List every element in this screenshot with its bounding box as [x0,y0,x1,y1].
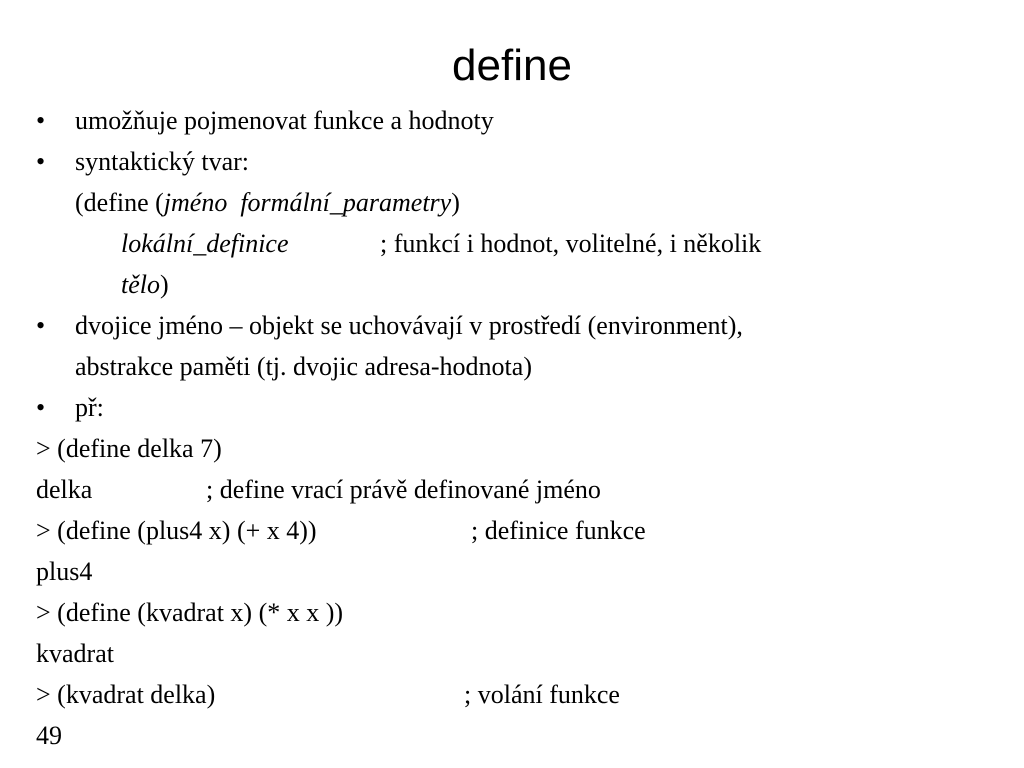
bullet-text-2: syntaktický tvar: [75,147,250,176]
syntax-local-comment: ; funkcí i hodnot, volitelné, i několik [380,229,762,258]
repl-prompt: > [36,434,51,463]
example-code: (define delka 7) [57,434,222,463]
example-output: plus4 [36,557,93,586]
example-line [36,596,343,630]
example-line [36,678,215,712]
example-comment: ; definice funkce [471,516,646,545]
syntax-params: formální_parametry [240,188,452,217]
repl-prompt: > [36,680,51,709]
example-output: kvadrat [36,639,114,668]
slide-title: define [452,41,572,90]
bullet-marker: • [36,147,46,176]
example-code: (define (plus4 x) (+ x 4)) [57,516,317,545]
syntax-body: tělo [121,270,160,299]
example-line [36,514,317,548]
bullet-text-3: dvojice jméno – objekt se uchovávají v prostředí (environment), [75,311,743,340]
repl-prompt: > [36,598,51,627]
bullet-marker: • [36,393,46,422]
example-code: (kvadrat delka) [57,680,216,709]
bullet-text-1: umožňuje pojmenovat funkce a hodnoty [75,106,494,135]
example-comment: ; volání funkce [464,680,620,709]
syntax-close-paren: ) [451,188,460,217]
syntax-open: (define ( [75,188,164,217]
example-code: (define (kvadrat x) (* x x )) [57,598,344,627]
bullet-text-3-continuation: abstrakce paměti (tj. dvojic adresa-hodnota) [75,352,532,381]
repl-prompt: > [36,516,51,545]
syntax-define-line [75,186,460,220]
example-comment: ; define vrací právě definované jméno [206,475,601,504]
bullet-text-4: př: [75,393,104,422]
example-output: delka [36,475,93,504]
bullet-marker: • [36,311,46,340]
syntax-name: jméno [163,188,228,217]
example-line [36,432,222,466]
example-output: 49 [36,721,62,750]
syntax-local-defs: lokální_definice [121,229,289,258]
syntax-body-line [121,268,169,302]
syntax-body-close: ) [160,270,169,299]
bullet-marker: • [36,106,46,135]
